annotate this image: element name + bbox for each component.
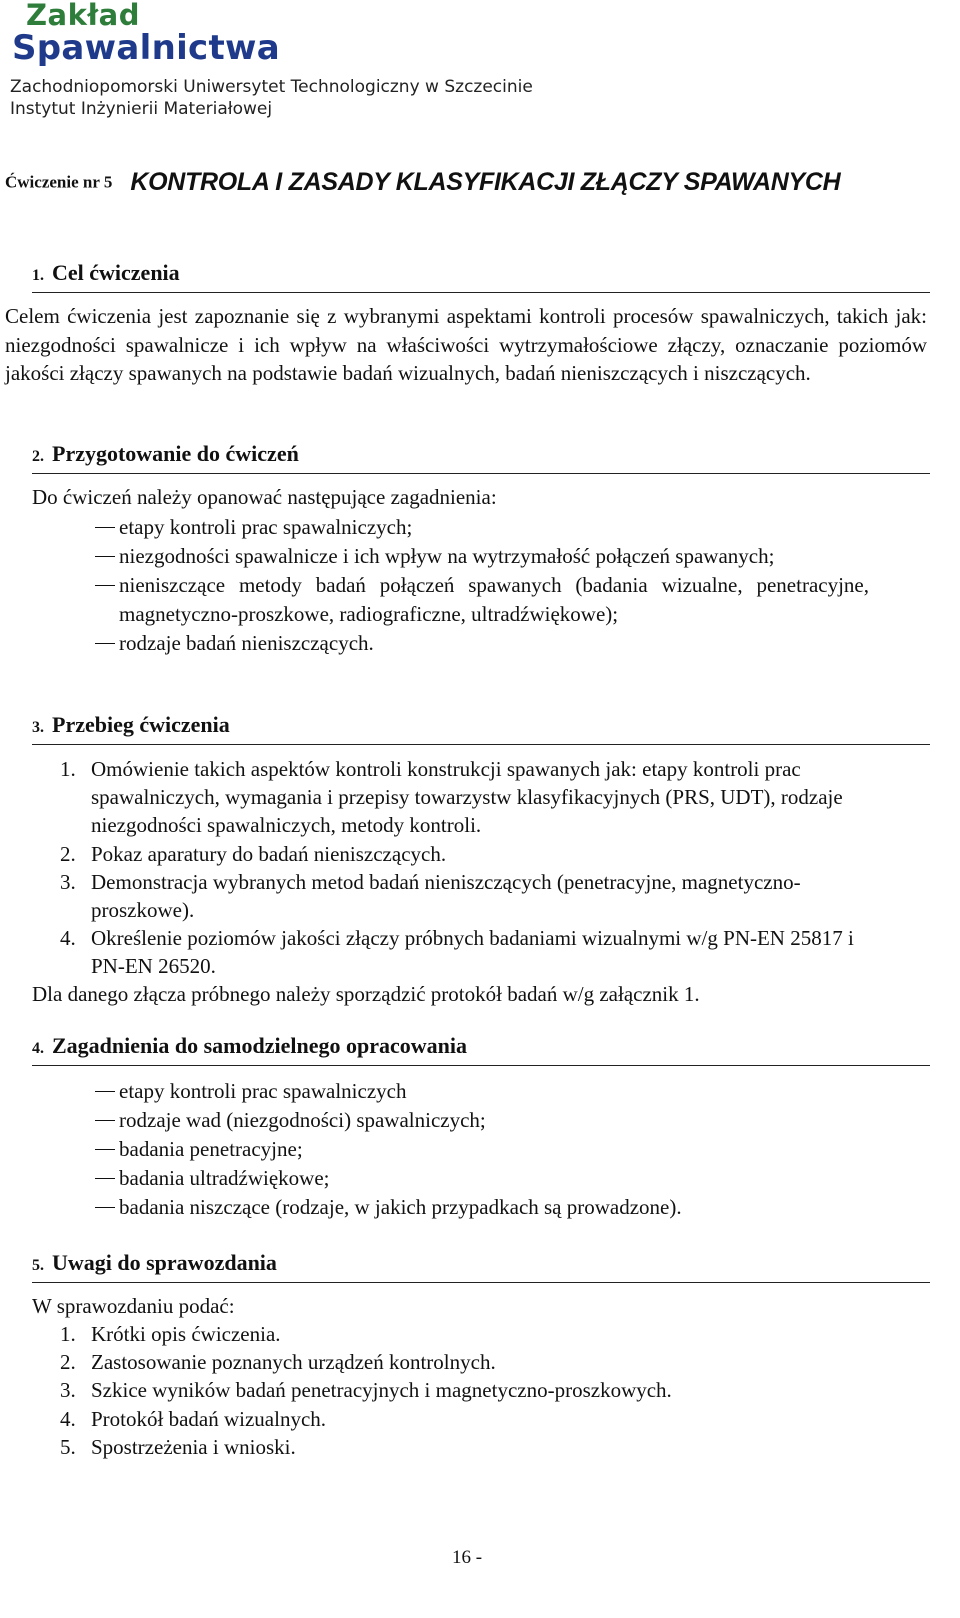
department-logo xyxy=(12,0,280,66)
course-note: Dla danego złącza próbnego należy sporządzić protokół badań w/g załącznik 1. xyxy=(32,982,700,1006)
preparation-intro: Do ćwiczeń należy opanować następujące zagadnienia: xyxy=(32,485,497,509)
list-item: niezgodności spawalnicze i ich wpływ na wytrzymałość połączeń spawanych; xyxy=(95,542,869,571)
list-item: rodzaje wad (niezgodności) spawalniczych; xyxy=(95,1106,869,1135)
section-heading-preparation: 2. Przygotowanie do ćwiczeń xyxy=(32,441,930,474)
list-item: 2. Pokaz aparatury do badań nieniszczących. xyxy=(60,841,447,866)
list-item: rodzaje badań nieniszczących. xyxy=(95,629,869,658)
page-number: 16 - xyxy=(452,1547,483,1568)
list-item: badania ultradźwiękowe; xyxy=(95,1164,869,1193)
section-heading-goal: 1. Cel ćwiczenia xyxy=(32,260,930,293)
list-item: etapy kontroli prac spawalniczych; xyxy=(95,513,869,542)
list-item: badania penetracyjne; xyxy=(95,1135,869,1164)
list-item: 4. Określenie poziomów jakości złączy próbnych badaniami wizualnymi w/g PN-EN 25817 i PN-EN 26520. xyxy=(60,926,854,979)
list-item: 3. Szkice wyników badań penetracyjnych i magnetyczno-proszkowych. xyxy=(60,1378,672,1403)
list-item: nieniszczące metody badań połączeń spawanych (badania wizualne, penetracyjne, magnetyczno-proszkowe, radiograficzne, ultradźwiękowe); xyxy=(95,571,869,629)
list-item: 3. Demonstracja wybranych metod badań nieniszczących (penetracyjne, magnetyczno-proszkowe). xyxy=(60,869,801,923)
logo-line-2: Spawalnictwa xyxy=(12,28,280,68)
section-heading-course: 3. Przebieg ćwiczenia xyxy=(32,712,930,745)
report-intro: W sprawozdaniu podać: xyxy=(32,1294,235,1318)
list-item: etapy kontroli prac spawalniczych xyxy=(95,1077,869,1106)
list-item: badania niszczące (rodzaje, w jakich przypadkach są prowadzone). xyxy=(95,1193,869,1222)
course-steps-list xyxy=(60,755,890,981)
preparation-list xyxy=(95,513,869,658)
institution-header xyxy=(10,76,533,120)
list-item: 1. Omówienie takich aspektów kontroli konstrukcji spawanych jak: etapy kontroli prac spawalniczych, wymagania i przepisy towarzystw klasyfikacyjnych (PRS, UDT), rodzaje niezgodności spawalniczych, metody kontroli. xyxy=(60,757,843,838)
list-item: 5. Spostrzeżenia i wnioski. xyxy=(60,1434,296,1459)
exercise-title: KONTROLA I ZASADY KLASYFIKACJI ZŁĄCZY SPAWANYCH xyxy=(130,168,841,196)
section-heading-report: 5. Uwagi do sprawozdania xyxy=(32,1250,930,1283)
list-item: 1. Krótki opis ćwiczenia. xyxy=(60,1322,281,1346)
list-item: 4. Protokół badań wizualnych. xyxy=(60,1406,327,1431)
topics-list xyxy=(95,1077,869,1222)
exercise-heading xyxy=(5,168,840,197)
goal-paragraph: Celem ćwiczenia jest zapoznanie się z wybranymi aspektami kontroli procesów spawalniczych, takich jak: niezgodności spawalnicze i ich wpływ na właściwości wytrzymałościowe złączy, oznaczanie poziomów jakości złączy spawanych na podstawie badań wizualnych, badań nieniszczących i niszczących. xyxy=(5,304,927,385)
exercise-number: Ćwiczenie nr 5 xyxy=(5,172,113,192)
report-items-list xyxy=(60,1320,890,1461)
logo-line-1: Zakład xyxy=(26,0,140,32)
list-item: 2. Zastosowanie poznanych urządzeń kontrolnych. xyxy=(60,1350,496,1375)
university-name: Zachodniopomorski Uniwersytet Technologiczny w Szczecinie xyxy=(10,77,533,97)
institute-name: Instytut Inżynierii Materiałowej xyxy=(10,99,273,119)
section-heading-topics: 4. Zagadnienia do samodzielnego opracowania xyxy=(32,1033,930,1066)
